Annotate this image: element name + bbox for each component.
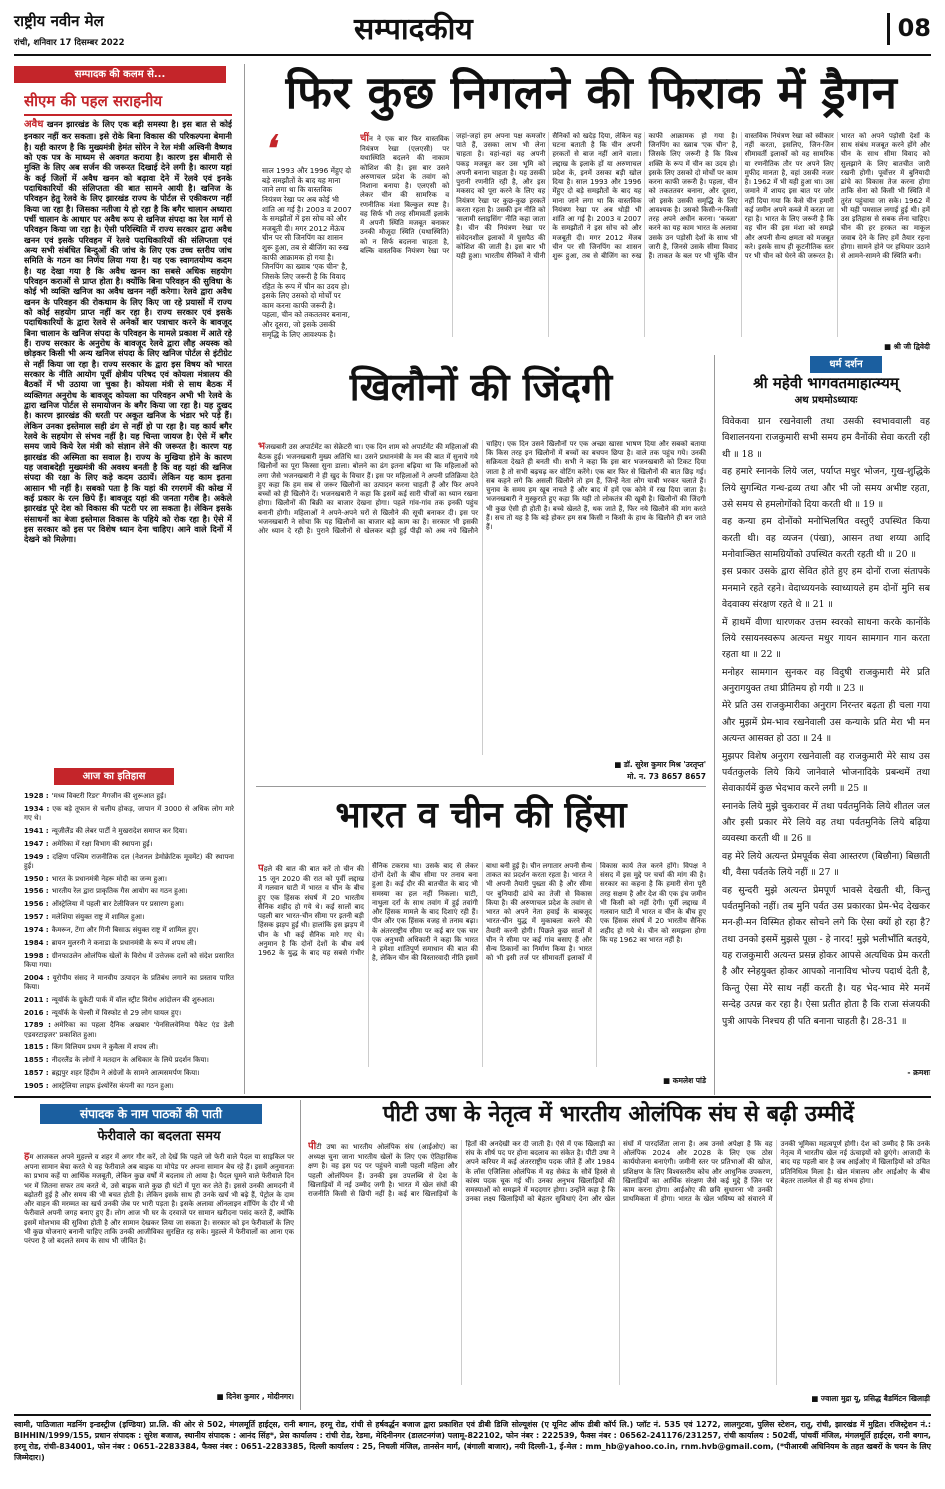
dharma-verse: में हाथमें वीणा धारणकर उत्तम स्वरको साधना करके कानोंके लिये रसायनस्वरूप अत्यन्त मधुर गायन सामगान गान करता रहता था ॥ 22 ॥ xyxy=(722,616,930,661)
history-text: यूरोपीय संसद ने मानवीय उत्पादन के प्रतिबंध लगाने का प्रस्ताव पारित किया। xyxy=(24,973,234,991)
dragon-article xyxy=(360,132,930,337)
dharma-verse: मुझपर विशेष अनुराग रखनेवाली वह राजकुमारी मेरे साथ उस पर्वतकुलके लिये किये जानेवाले भोजनादिके प्रबन्धमें तथा सेवाकार्यमें कुछ भेदभाव करने लगी ॥ 25 ॥ xyxy=(722,750,930,795)
dharma-header xyxy=(722,374,930,414)
toys-body: जखबारी उस अपार्टमेंट का सेक्रेटरी था। एक दिन शाम को अपार्टमेंट की महिलाओं की बैठक हुई। भजनखबारी मुख्य अतिथि था। उसने प्रधानमंत्री के मन की बात में सुनाये गये खिलौनों का पूरा किस्सा सुना डाला। बोलने का ढंग इतना बढ़िया था कि महिलाओं को लगा जैसे भजनखबारी ने ही खुद के विचार हैं। इस पर महिलाओं ने अपनी प्रतिक्रिया देते हुए कहा कि हम सब से जरूर खिलौनों का उत्पादन करना चाहती हैं और फिर अपने बच्चों को ही खिलौने दें। भजनखबारी ने कहा कि इसमें कई सारी चीजों का ध्यान रखना होगा। खिलौनों की बिक्री का बाजार देखना होगा। पहले गांव-गांव तक इनकी पहुंच बनानी होगी। महिलाओं ने अपने-अपने घरों से खिलौने की सूची बनाकर दी। इस पर भजनखबारी ने सोचा कि यह खिलौनों का बाजार बड़े काम का है। सरकार भी इसकी ओर ध्यान दे रही है। पुराने खिलौनों से खेलकर बड़ी हुई पीढ़ी को अब नये खिलौने चाहिए। एक दिन उसने खिलौनों पर एक अच्छा खासा भाषण दिया और सबको बताया कि किस तरह इन खिलौनों में बच्चों का बचपन छिपा है। वाले तक पहुंच गये। उनकी सक्रियता देखते ही बनती थी। सभी ने कहा कि इस बार भजनखबारी को टिकट दिया जाता है तो सभी बढ़चढ़ कर वोटिंग करेंगे। एक बार फिर से खिलौनों की बात छिड़ गई। सब कहने लगे कि असली खिलौने तो हम हैं, जिन्हें नेता लोग चाबी भरकर चलाते हैं। चुनाव के समय हम खूब नाचते हैं और बाद में हमें एक कोने में रख दिया जाता है। भजनखबारी ने मुस्कुराते हुए कहा कि यही तो लोकतंत्र की खूबी है। खिलौनों की जिंदगी भी कुछ ऐसी ही होती है। बच्चे खेलते हैं, थक जाते हैं, फिर नये खिलौने की मांग करते हैं। सच तो यह है कि बड़े होकर हम सब किसी न किसी के हाथ के खिलौने ही बन जाते हैं। xyxy=(258,440,706,536)
history-text: किंग विलियम प्रथम ने कुवैत्स में शपथ ली। xyxy=(51,1043,159,1052)
history-year: 1984 : xyxy=(24,938,49,947)
history-year: 1857 : xyxy=(24,1069,49,1078)
history-year: 2011 : xyxy=(24,995,49,1004)
bottom-divider xyxy=(14,1096,931,1098)
column-rule-bottom xyxy=(300,1100,301,1410)
letters-author: ■ दिनेश कुमार , मोदीनगर। xyxy=(216,1392,294,1401)
letters-lead: ह xyxy=(24,1151,30,1162)
history-item xyxy=(24,1021,234,1039)
olympic-body: टी उषा का भारतीय ओलंपिक संघ (आईओए) का अध्यक्ष चुना जाना भारतीय खेलों के लिए एक ऐतिहासिक क्षण है। वह इस पद पर पहुंचने वाली पहली महिला और पहली ओलंपियन हैं। उनकी इस उपलब्धि से देश के खिलाड़ियों में नई उम्मीद जगी है। भारत में खेल संघों की राजनीति किसी से छिपी नहीं है। कई बार खिलाड़ियों के हितों की अनदेखी कर दी जाती है। ऐसे में एक खिलाड़ी का संघ के शीर्ष पद पर होना बदलाव का संकेत है। पीटी उषा ने अपने करियर में कई अंतरराष्ट्रीय पदक जीते हैं और 1984 के लॉस एंजिलिस ओलंपिक में वह सेकंड के सौवें हिस्से से कांस्य पदक चूक गई थीं। उनका अनुभव खिलाड़ियों की समस्याओं को समझने में मददगार होगा। उन्होंने कहा है कि उनका लक्ष्य खिलाड़ियों को बेहतर सुविधाएं देना और खेल संघों में पारदर्शिता लाना है। अब उनसे अपेक्षा है कि वह ओलंपिक 2024 और 2028 के लिए एक ठोस कार्ययोजना बनाएंगी। जमीनी स्तर पर प्रतिभाओं की खोज, प्रशिक्षण के लिए विश्वस्तरीय कोच और आधुनिक उपकरण, खिलाड़ियों का आर्थिक संरक्षण जैसे कई मुद्दे हैं जिन पर काम करना होगा। आईओए की छवि सुधारना भी उनकी प्राथमिकता में होगा। भारत के खेल भविष्य को संवारने में उनकी भूमिका महत्वपूर्ण होगी। देश को उम्मीद है कि उनके नेतृत्व में भारतीय खेल नई ऊंचाइयों को छुएंगे। आजादी के बाद यह पहली बार है जब आईओए में खिलाड़ियों को उचित प्रतिनिधित्व मिला है। खेल मंत्रालय और आईओए के बीच बेहतर तालमेल से ही यह संभव होगा। xyxy=(308,1140,930,1204)
history-year: 1956 : xyxy=(24,900,49,909)
history-text: ब्रायन मुलरनी ने कनाडा के प्रधानमंत्री के रूप में शपथ ली। xyxy=(51,938,197,947)
history-year: 1947 : xyxy=(24,839,49,848)
history-year: 2004 : xyxy=(24,973,50,982)
history-text: न्यूयॉर्क के ग्रुकेटी पार्क में वॉल स्ट्रीट विरोध आंदोलन की शुरुआत। xyxy=(51,995,215,1004)
editor-pen-tag: सम्पादक की कलम से... xyxy=(14,66,226,83)
china-article xyxy=(258,862,706,1067)
history-item xyxy=(24,840,234,849)
history-year: 1928 : xyxy=(24,792,49,800)
pull-quote xyxy=(262,134,352,349)
history-text: अमेरिका का पहला दैनिक अखबार 'पेनसिलवेनिया पैकेट एंड डेली एडवरटाइजर' प्रकाशित हुआ। xyxy=(24,1021,234,1039)
column-rule-right xyxy=(714,355,715,1095)
letters-title: फेरीवाले का बदलता समय xyxy=(97,1129,221,1144)
olympic-headline: पीटी उषा के नेतृत्व में भारतीय ओलंपिक संघ से बढ़ी उम्मीदें xyxy=(382,1102,855,1127)
main-headline: फिर कुछ निगलने की फिराक में ड्रैगन xyxy=(285,66,898,119)
dragon-lead: चीं xyxy=(360,133,369,144)
history-item xyxy=(24,926,234,935)
history-item xyxy=(24,792,234,801)
history-year: 1905 : xyxy=(24,1081,49,1090)
dharma-subtitle: अथ प्रथमोऽध्यायः xyxy=(794,394,858,406)
history-year: 1941 : xyxy=(24,826,49,835)
dharma-verse: वह मेरे लिये अत्यन्त प्रेमपूर्वक सेवा आस्तरण (बिछौना) बिछाती थी, वैसा पर्वतके लिये नहीं ॥ 27 ॥ xyxy=(722,850,930,879)
history-item xyxy=(24,853,234,871)
editorial-text: खनन झारखंड के लिए एक बड़ी समस्या है। इस बात से कोई इनकार नहीं कर सकता। इसे रोके बिना विकास की परिकल्पना बेमानी है। यही कारण है कि मुख्यमंत्री हेमंत सोरेन ने रेल मंत्री अश्विनी वैष्णव को एक पत्र के माध्यम से अवगत कराया है। कारण इस बीमारी से मुक्ति के लिए अब सर्जन की जरूरत दिखाई देने लगी है। कारण यहां के कई जिलों में अवैध खनन को बढ़ावा देने में रेलवे एवं इनके पदाधिकारियों की संलिप्तता की बात सामने आयी है। खनिज के परिवहन हेतु रेलवे के लिए झारखंड राज्य के पोर्टल से एकीकरण नहीं किया जा रहा है। जिसका नतीजा ये हो रहा है कि बगैर चालान अध्यारा पर्ची चालान के आधार पर अवैध रूप से खनिज संपदा का रेल मार्ग से परिवहन किया जा रहा है। ऐसी परिस्थिति में राज्य सरकार द्वारा अवैध खनन एवं इसके परिवहन में रेलवे पदाधिकारियों की संलिप्तता एवं अन्य सभी संबंधित बिन्दुओं की जांच के लिए एक उच्च स्तरीय जांच समिति के गठन का निर्णय लिया गया है। यह एक स्वागतयोग्य कदम है। यह देखा गया है कि अवैध खनन का सबसे अधिक सहयोग परिवहन कराओं से प्राप्त होता है। क्योंकि बिना परिवहन की सुविधा के कोई भी व्यक्ति खनिज का अवैध खनन नहीं करेगा। रेलवे द्वारा अवैध खनन के परिवहन की रोकथाम के लिए किए जा रहे प्रयासों में राज्य को कोई सहयोग प्राप्त नहीं कर रहा है। राज्य सरकार एवं इसके पदाधिकारियों के द्वारा रेलवे से अनेकों बार पत्राचार करने के बावजूद बिना चालान के खनिज संपदा के परिवहन के मामले प्रकाश में आते रहे हैं। राज्य सरकार के अनुरोध के बावजूद रेलवे द्वारा लौह अयस्क को छोड़कर किसी भी अन्य खनिज संपदा के लिए खनिज पोर्टल से इंटीग्रेट से नहीं किया जा रहा है। राज्य सरकार के द्वारा इस विषय को भारत सरकार के नीति आयोग पूर्वी क्षेत्रीय परिषद एवं कोयला मंत्रालय की बैठकों में भी उठाया जा चुका है। कोयला मंत्री से साथ बैठक में व्यक्तिगत अनुरोध के बावजूद कोयला का परिवहन अभी भी रेलवे के द्वारा खनिज पोर्टल से समायोजन के बगैर किया जा रहा है। यह दुखद है। कारण झारखंड की धरती पर अकूत खनिज के भंडार भरे पड़े हैं। लेकिन उनका इस्तेमाल सही ढंग से नहीं हो पा रहा है। यह कार्य बगैर रेलवे के सहयोग से संभव नहीं है। यह चिन्ता जायज है। ऐसे में बगैर समय जाये किये रेल मंत्री को संज्ञान लेने की जरूरत है। कारण यह झारखंड की अस्मिता का सवाल है। राज्य के मुखिया होने के कारण यह जवाबदेही मुख्यमंत्री की अवश्य बनती है कि वह यहां की खनिज संपदा की रक्षा के लिए कड़े कदम उठायें। लेकिन यह काम इतना आसान भी नहीं है। सबको पता है कि यहां की रगरगमें की कोख में कई प्रकार के रत्न छिपे हैं। बावजूद यहां की जनता गरीब है। अकेले झारखंड पूरे देश को विकास की पटरी पर ला सकता है। लेकिन इसके संसाधनों का बेजा इस्तेमाल विकास के पहिये को रोक रहा है। ऐसे में इस सरकार को इस पर विशेष ध्यान देना चाहिए। आने वाले दिनों में देखने को मिलेगा। xyxy=(24,118,232,545)
letters-header: संपादक के नाम पाठकों की पाती xyxy=(40,1104,262,1124)
history-item xyxy=(24,900,234,909)
section-title: सम्पादकीय xyxy=(354,12,473,47)
history-year: 1949 : xyxy=(24,852,50,861)
history-list xyxy=(24,792,234,1092)
toys-headline: खिलौनों की जिंदगी xyxy=(349,365,613,409)
editorial-title: सीएम की पहल सराहनीय xyxy=(24,92,232,116)
history-item xyxy=(24,913,234,922)
history-year: 1950 : xyxy=(24,874,49,883)
history-item xyxy=(24,1043,234,1052)
dharma-verse: स्नानके लिये मुझे चुकरावर में तथा पर्वतमुनिके लिये शीतल जल और इसी प्रकार मेरे लिये वह तथा पर्वतमुनिके लिये बढ़िया व्यवस्था करती थी ॥ 26 ॥ xyxy=(722,800,930,845)
toys-article xyxy=(258,440,706,755)
history-year: 1957 : xyxy=(24,913,49,922)
column-rule xyxy=(244,64,245,1094)
dharma-verse: इस प्रकार उसके द्वारा सेवित होते हुए हम दोनों राजा संतापके मनमाने रहते रहने। वेदाध्ययनके स्वाध्यायले हम दोनों मुनि सब वेदवाक्य संरक्षण रहते थे ॥ 21 ॥ xyxy=(722,566,930,611)
dharma-title: श्री महेवी भागवतमाहात्म्यम् xyxy=(753,374,899,392)
history-year: 1789 : xyxy=(24,1021,51,1030)
dateline: रांची, शनिवार 17 दिसम्बर 2022 xyxy=(14,38,125,48)
quote-mark-icon: ❛ xyxy=(262,134,275,173)
pull-quote-text: साल 1993 और 1996 मेंहुए दो बड़े समझौतों के बाद यह माना जाने लगा था कि वास्तविक नियंत्रण रेखा पर अब कोई भी शांति आ गई है। 2003 व 2007 के समझौतों में इस सोच को और मजबूती दी। मगर 2012 मेंऊंच चीन पर सी जिनपिंग का शासन शुरू हुआ, तब से बीजिंग का रुख काफी आक्रामक हो गया है। जिनपिंग का ख्वाब 'एक चीन' है, जिसके लिए जरूरी है कि विवाद रहित के रूप में चीन का उदय हो। इसके लिए उसको दो मोर्चों पर काम करना काफी जरूरी है। पहला, चीन को तकततवर बनाना, और दूसरा, जो इसके उसकी समृद्धि के लिए आवश्यक है। xyxy=(262,166,352,339)
history-text: ब्रह्मपुर शहर हिंदीम ने अंग्रेजों के सामने आत्मसमर्पण किया। xyxy=(51,1069,200,1078)
dharma-verse: मनोहर सामगान सुनकर वह विदुषी राजकुमारी मेरे प्रति अनुरागयुक्त तथा प्रीतिमय हो गयी ॥ 23 ॥ xyxy=(722,666,930,694)
china-body: हले की बात की बात करें तो चीन की 15 जून 2020 की रात को पूर्वी लद्दाख में गलवान घाटी में भारत व चीन के बीच हुए एक हिंसक संघर्ष में 20 भारतीय सैनिक शहीद हो गये थे। कई सालों बाद पहली बार भारत-चीन सीमा पर इतनी बड़ी हिंसक झड़प हुई थी। हालांकि इस झड़प में चीन के भी कई सैनिक मारे गए थे। अनुमान है कि दोनों देशों के बीच वर्ष 1962 के युद्ध के बाद यह सबसे गंभीर सैनिक टकराव था। उसके बाद से लेकर दोनों देशों के बीच सीमा पर तनाव बना हुआ है। कई दौर की बातचीत के बाद भी समस्या का हल नहीं निकला। घाटी, नाथुला दर्रा के साथ तवांग में हुई तवांगी और हिंसक मामले के बाद दिशाएं रही हैं। पीन और एक हिंसक वजह से तनाव बढ़ा। के अंतरराष्ट्रीय सीमा पर कई बार एक चार एक अनुभवी अधिकारी ने कहा कि भारत ने हमेशा शांतिपूर्ण समाधान की बात की है, लेकिन चीन की विस्तारवादी नीति इसमें बाधा बनी हुई है। चीन लगातार अपनी सैन्य ताकत का प्रदर्शन करता रहता है। भारत ने भी अपनी तैयारी पुख्ता की है और सीमा पर बुनियादी ढांचे का तेजी से विकास किया है। की अरुणाचल प्रदेश के तवांग से भारत को अपने नेता हवाई के बाबजूद भारत-चीन युद्ध में मुकाबला करने की तैयारी करनी होगी। पिछले कुछ सालों में चीन ने सीमा पर कई गांव बसाए हैं और सैन्य ठिकानों का निर्माण किया है। भारत को भी इसी तर्ज पर सीमावर्ती इलाकों में विकास कार्य तेज करने होंगे। विपक्ष ने संसद में इस मुद्दे पर चर्चा की मांग की है। सरकार का कहना है कि हमारी सेना पूरी तरह सक्षम है और देश की एक इंच जमीन भी किसी को नहीं देगी। पूर्वी लद्दाख में गलवान घाटी में भारत व चीन के बीच हुए एक हिंसक संघर्ष में 20 भारतीय सैनिक शहीद हो गये थे। चीन को समझना होगा कि यह 1962 का भारत नहीं है। xyxy=(258,862,706,963)
history-item xyxy=(24,1069,234,1078)
history-text: भारत के प्रधानमंत्री नेहरू मोदी का जन्म हुआ। xyxy=(51,874,167,883)
olympic-article xyxy=(308,1140,930,1385)
history-text: आस्ट्रेलिया लाइफ इंश्योरेंस कंपनी का गठन हुआ। xyxy=(51,1081,174,1090)
history-item xyxy=(24,1009,234,1018)
letters-body: म आजकल अपने मुहल्ले व शहर में अगर गौर करें, तो देखें कि पहले जो फेरी वाले पैदल या साइकिल पर अपना सामान बेचा करते थे वह फेरीवाले अब बाइक या मोपेड पर अपना सामान बेच रहे हैं। इसमें अनुमानतः का प्रभाव कहें या आर्थिक मजबूती, लेकिन कुछ वर्षों में बदलाव तो आया है। पैदल घूमने वाले फेरीवाले दिन भर में जितना सफर तय करते थे, उसे बाइक वाले कुछ ही घंटों में पूरा कर लेते हैं। इससे उनकी आमदनी में बढ़ोतरी हुई है और समय की भी बचत होती है। लेकिन इसके साथ ही उनके खर्च भी बढ़े हैं, पेट्रोल के दाम और वाहन की मरम्मत का खर्च उनकी जेब पर भारी पड़ता है। इसके अलावा ऑनलाइन शॉपिंग के दौर में भी फेरीवाले अपनी जगह बनाए हुए हैं। लोग आज भी घर के दरवाजे पर सामान खरीदना पसंद करते हैं, क्योंकि इसमें मोलभाव की सुविधा होती है और सामान देखकर लिया जा सकता है। सरकार को इन फेरीवालों के लिए भी कुछ योजनाएं बनानी चाहिए ताकि उनकी आजीविका सुरक्षित रह सके। मुहल्ले में फेरीवालों का आना एक परंपरा है जो बदलते समय के साथ भी जीवित है। xyxy=(24,1153,294,1246)
history-text: भारतीय रेल द्वारा प्राकृतिक गैस आयोग का गठन हुआ। xyxy=(51,887,188,896)
page-number: 08 xyxy=(887,13,931,45)
history-text: नीदरलैंड के लोगों ने मतदान के अधिकार के लिये प्रदर्शन किया। xyxy=(51,1056,209,1065)
olympic-lead: पी xyxy=(308,1141,317,1152)
history-item xyxy=(24,1056,234,1065)
history-text: अमेरिका में रक्षा विभाग की स्थापना हुई। xyxy=(51,839,153,848)
editorial-lead: अवैध xyxy=(24,118,44,130)
dharma-more: - क्रमशः xyxy=(907,1068,930,1077)
dragon-body: न ने एक बार फिर वास्तविक नियंत्रण रेखा (एलएसी) पर यथास्थिति बदलने की नाकाम कोशिश की है। इस बार उसने अरुणाचल प्रदेश के तवांग को निशाना बनाया है। एलएसी को लेकर चीन की सामरिक व रणनीतिक मंशा बिल्कुल स्पष्ट है। वह सिर्फ भी तरह सीमावर्ती इलाके में अपनी स्थिति मजबूत बनाकर उनकी मौजूदा स्थिति (यथास्थिति) को न सिर्फ बदलना चाहता है, बल्कि वास्तविक नियंत्रण रेखा पर जहां-जहां हम अपना पक्ष कमजोर पाते हैं, उसका लाभ भी लेना चाहता है। वहां-वहां वह अपनी पकड़ मजबूत कर उस भूमि को अपनी बनाना चाहता है। यह उसकी पुरानी रणनीति रही है, और इस मकसद को पूरा करने के लिए वह नियंत्रण रेखा पर कुछ-कुछ हरकतें करता रहता है। उसकी इन नीति को 'सलामी स्लाइसिंग' नीति कहा जाता है। चीन की नियंत्रण रेखा पर संवेदनशील इलाकों में घुसपैठ की कोशिश की जाती है। इस बार भी यही हुआ। भारतीय सैनिकों ने चीनी सैनिकों को खदेड़ दिया, लेकिन यह घटना बताती है कि चीन अपनी हरकतों से बाज नहीं आने वाला। लद्दाख के इलाके हों या अरुणाचल प्रदेश के, इनमें उसका बड़ी खोल दिया है। साल 1993 और 1996 मेंहुए दो बड़े समझौतों के बाद यह माना जाने लगा था कि वास्तविक नियंत्रण रेखा पर अब थोड़ी भी शांति आ गई है। 2003 व 2007 के समझौतों ने इस सोच को और मजबूती दी। मगर 2012 मेंजब चीन पर सी जिनपिंग का शासन शुरू हुआ, तब से बीजिंग का रुख काफी आक्रामक हो गया है। जिनपिंग का ख्वाब 'एक चीन' है, जिसके लिए जरूरी है कि विश्व शक्ति के रूप में चीन का उदय हो। इसके लिए उसको दो मोर्चों पर काम करना काफी जरूरी है। पहला, चीन को तकततवर बनाना, और दूसरा, जो इसके उसकी समृद्धि के लिए आवश्यक है। उसको किसी-न-किसी तरह अपने अधीन करना। 'कब्जा' करने का यह काम भारत के अलावा उसके उन पड़ोसी देशों के साथ भी जारी है, जिनसे उसके सीमा विवाद हैं। ताकत के बल पर भी चूंकि चीन वास्तविक नियंत्रण रेखा को स्वीकार नहीं करता, इसलिए, जिन-जिन सीमावर्ती इलाकों को वह सामरिक या रणनीतिक तौर पर अपने लिए मुफीद मानता है, वहां उसकी नजर है। 1962 में भी यही हुआ था। उस जमाने में शायद इस बात पर जोर नहीं दिया गया कि कैसे चीन हमारी कई जमीन अपने कब्जे में करता जा रहा है। भारत के लिए जरूरी है कि वह चीन की इस मंशा को समझे और अपनी सैन्य क्षमता को मजबूत करे। इसके साथ ही कूटनीतिक स्तर पर भी चीन को घेरने की जरूरत है। भारत को अपने पड़ोसी देशों के साथ संबंध मजबूत करने होंगे और चीन के साथ सीमा विवाद को सुलझाने के लिए बातचीत जारी रखनी होगी। पूर्वोत्तर में बुनियादी ढांचे का विकास तेज करना होगा ताकि सेना को किसी भी स्थिति में तुरंत पहुंचाया जा सके। 1962 में भी यही पमसाल लगाई हुई थी। हमें उस इतिहास से सबक लेना चाहिए। चीन की हर हरकत का माकूल जवाब देने के लिए हमें तैयार रहना होगा। सामने होने पर हथियार उठाने से आमने-सामने की स्थिति बनी। xyxy=(360,132,930,261)
toys-lead: भ xyxy=(258,441,266,452)
dragon-author: ■ श्री जी द्विवेदी xyxy=(883,342,930,351)
history-text: मलेशिया संयुक्त राष्ट्र में शामिल हुआ। xyxy=(51,913,145,922)
toys-phone: मो. न. 73 8657 8657 xyxy=(627,772,706,781)
dharma-verses xyxy=(722,414,930,1054)
history-item xyxy=(24,827,234,836)
history-item xyxy=(24,952,234,970)
dharma-verse: मेरे प्रति उस राजकुमारीका अनुराग निरन्तर बढ़ता ही चला गया और मुझमें प्रेम-भाव रखनेवाली उस कन्याके प्रति मेरा भी मन अत्यन्त आसक्त हो उठा ॥ 24 ॥ xyxy=(722,700,930,745)
history-year: 1934 : xyxy=(24,804,50,813)
history-year: 1855 : xyxy=(24,1056,49,1065)
history-text: न्यूयॉर्क के चेल्सी में विस्फोट से 29 लोग घायल हुए। xyxy=(51,1008,182,1017)
history-item xyxy=(24,1082,234,1091)
letters-article xyxy=(24,1150,294,1380)
masthead xyxy=(14,10,931,56)
history-text: ग्रीनफाउलेन ओलंपिक खेलों के विरोध में उत्तेजक दलों को संदेश प्रसारित किया गया। xyxy=(24,951,234,969)
olympic-author: ■ ज्वाला मुद्रा यू, प्रसिद्ध बैडमिंटन खिलाड़ी xyxy=(811,1394,930,1403)
editorial xyxy=(24,92,232,757)
history-text: न्यूजीलैंड की लेबर पार्टी ने मुखरादेश समाप्त कर दिया। xyxy=(51,826,188,835)
china-headline: भारत व चीन की हिंसा xyxy=(335,795,627,836)
china-lead: प xyxy=(258,863,264,874)
imprint-line: स्वामी, पाठिजाता मडनिंग इन्डस्ट्रीज (इण्डिया) प्रा.लि. की ओर से 502, मंगलमूर्ति हाईट्स, रानी बगान, हरमू रोड, रांची से हर्षवर्द्धन बजाज द्वारा प्रकाशित एवं डीबी डिजि सोल्यूशंस (ए यूनिट ऑफ डीबी कॉर्प लि.) प्लॉट नं. 535 एवं 1272, लालगुटवा, पुलिस स्टेशन, रातू, रांची, झारखंड में मुद्रित। रजिस्ट्रेशन नं.: BIHHIN/1999/155, प्रधान संपादक : सुरेश बजाज, स्थानीय संपादक : आनंद सिंह*, प्रेस कार्यालय : रांची रोड, रेडमा, मेदिनीनगर (डालटनगंज) पलामू-822102, फोन नंबर : 222539, फैक्स नंबर : 06562-241176/231257, रांची कार्यालय : 502वीं, पांचवीं मंजिल, मंगलमूर्ति हाईट्स, रानी बगान, हरमू रोड, रांची-834001, फोन नंबर : 0651-2283384, फैक्स नंबर : 0651-2283385, दिल्ली कार्यालय : 25, निचली मंजिल, तानसेन मार्ग, (बंगाली बाजार), नयी दिल्ली-1, ई-मेल : mm_hb@yahoo.co.in, rnm.hvb@gmail.com, (*पीआरबी अधिनियम के तहत खबरों के चयन के लिए जिम्मेदार।) xyxy=(14,1414,931,1476)
history-item xyxy=(24,939,234,948)
history-item xyxy=(24,887,234,896)
history-item xyxy=(24,996,234,1005)
dharma-verse: वह कन्या हम दोनोंको मनोभिलषित वस्तुएँ उपस्थित किया करती थी। वह व्यजन (पंखा), आसन तथा शय्या आदि मनोवाञ्छित सामग्रियोंको उपस्थित करती रहती थी ॥ 20 ॥ xyxy=(722,516,930,560)
history-year: 2016 : xyxy=(24,1008,49,1017)
history-text: दक्षिण पश्चिम राजनीतिक दल (नेशनल डेमोक्रेटिक मूवमेंट) की स्थापना हुई। xyxy=(24,852,234,870)
history-text: एक बड़े तूफान से चलीय होकड़, जापान में 3000 से अधिक लोग मारे गए थे। xyxy=(24,804,234,823)
dharma-verse: विवेकवा ग्रान रखनेवाली तथा उसकी स्वभाववाली वह विशालनयना राजकुमारी सभी समय हम वैनोंकी सेवा करती रही थी ॥ 18 ॥ xyxy=(722,416,930,460)
history-text: 'मध्य विक्टरी रिडर' मैगजीन की शुरूआत हुई। xyxy=(51,792,167,800)
editorial-body xyxy=(24,119,232,545)
section-divider xyxy=(256,786,706,787)
history-year: 1998 : xyxy=(24,951,49,960)
history-text: ऑस्ट्रेलिया में पहली बार टेलीविजन पर प्रसारण हुआ। xyxy=(51,900,184,909)
history-year: 1956 : xyxy=(24,887,49,896)
history-item xyxy=(24,875,234,884)
history-item xyxy=(24,974,234,992)
history-text: कैमरून, टेंगा और गिनी बिसाऊ संयुक्त राष्ट्र में शामिल हुए। xyxy=(51,925,199,934)
dharma-verse: वह हमारे स्नानके लिये जल, पर्याप्त मधुर भोजन, गुख-शुद्धिके लिये सुगन्धित गन्ध-द्रव्य तथा और भी जो समय अभीष्ट रहता, उसे समय से हमलोगोंको दिया करती थी ॥ 19 ॥ xyxy=(722,466,930,510)
dharma-tag: धर्म दर्शन xyxy=(810,356,882,373)
history-title: आज का इतिहास xyxy=(54,768,174,785)
history-item xyxy=(24,805,234,823)
china-author: ■ कमलेश पांडे xyxy=(663,1076,706,1085)
history-year: 1815 : xyxy=(24,1043,49,1052)
history-year: 1974 : xyxy=(24,925,49,934)
newspaper-name: राष्ट्रीय नवीन मेल xyxy=(14,12,104,30)
dharma-verse: वह सुन्दरी मुझे अत्यन्त प्रेमपूर्ण भावसे देखती थी, किन्तु पर्वतमुनिको नहीं। तब मुनि पर्वत उस प्रकारका प्रेम-भेद देखकर मन-ही-मन विस्मित होकर सोचने लगे कि ऐसा क्यों हो रहा है? तथा उनको इसमें मुझसे पूछा - हे नारद! मुझे भलीभाँति बतइये, यह राजकुमारी अत्यन्त प्रसन्न होकर आपसे अत्यधिक प्रेम करती है और स्नेहयुक्त होकर आपको नानाविध भोज्य पदार्थ देती है, किन्तु ऐसा मेरे साथ नहीं करती है। यह भेद-भाव मेरे मनमें सन्देह उत्पन्न कर रहा है। ऐसा प्रतीत होता है कि राजा संजयकी पुत्री आपके निश्चय ही पति बनाना चाहती है। 28-31 ॥ xyxy=(722,884,930,1027)
toys-author: ■ डॉ. सुरेश कुमार मिश्र 'उरतृप्त' xyxy=(614,760,706,769)
